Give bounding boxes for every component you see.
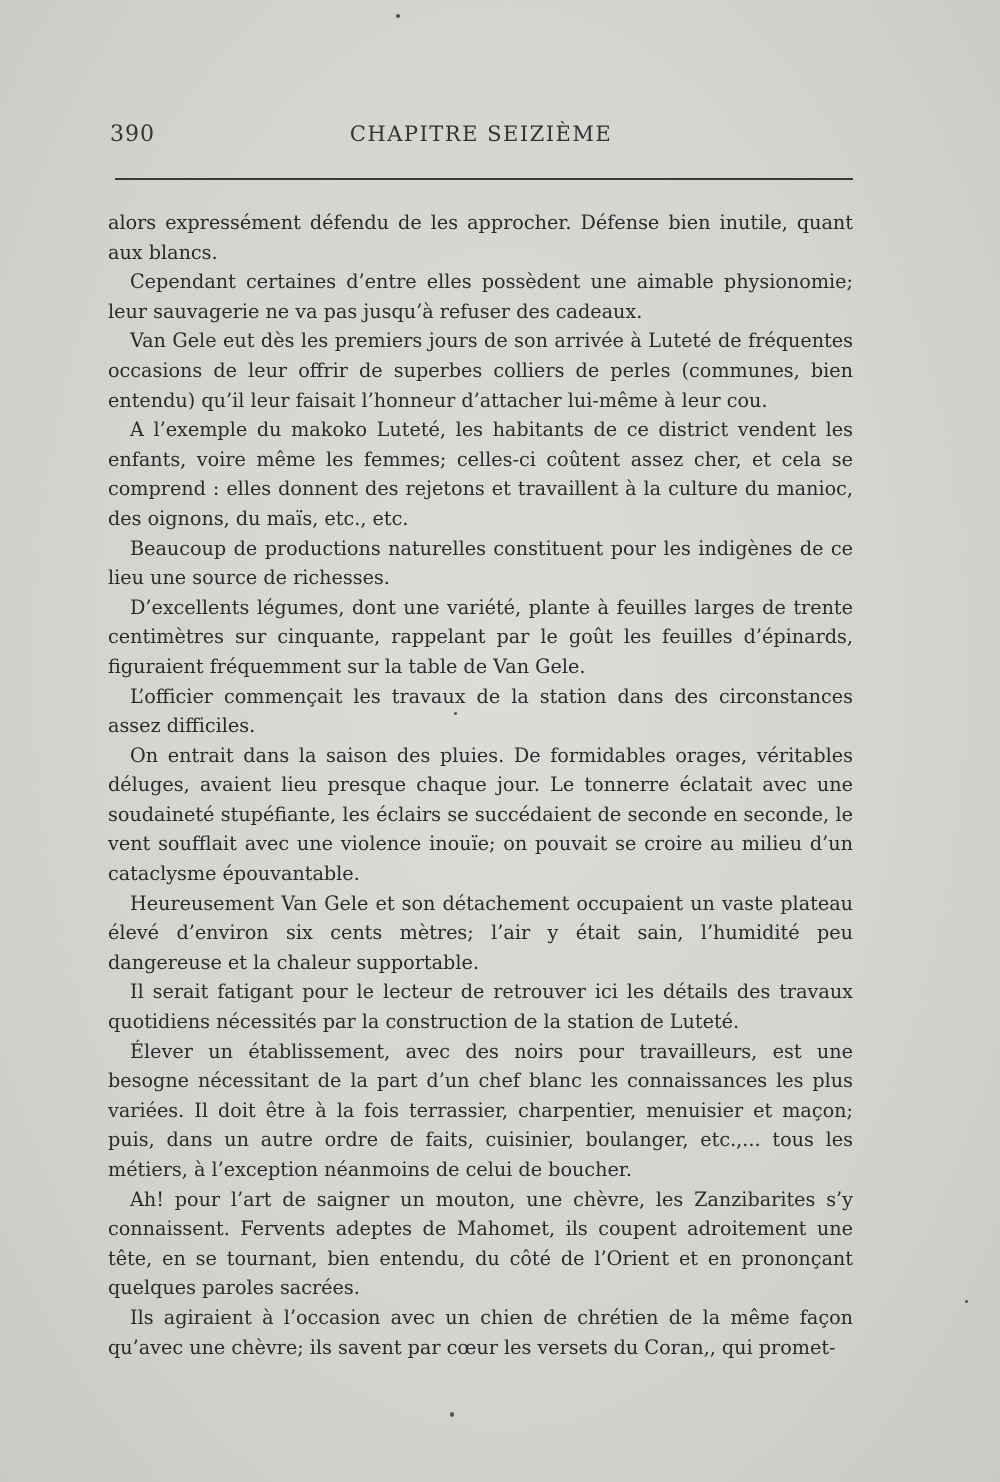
paper-speck: [965, 1300, 968, 1303]
paper-speck: [396, 14, 400, 18]
header-rule: [115, 178, 853, 180]
page-header: [110, 118, 852, 158]
paragraph: Heureusement Van Gele et son détachement occupaient un vaste plateau élevé d’environ six cents mètres; l’air y était sain, l’humidité peu dangereuse et la chaleur supportable.: [108, 891, 853, 974]
paragraph: Élever un établissement, avec des noirs pour travailleurs, est une besogne nécessitant de la part d’un chef blanc les connaissances les plus variées. Il doit être à la fois terrassier, charpentier, menuisier et maçon; puis, dans un autre ordre de faits, cuisinier, boulanger, etc.,... tous les métiers, à l’exception néanmoins de celui de boucher.: [108, 1039, 853, 1181]
paragraph: L’officier commençait les travaux de la station dans des circonstances assez difficiles.: [108, 684, 853, 738]
body-text: [108, 208, 853, 1362]
paragraph: Ah! pour l’art de saigner un mouton, une chèvre, les Zanzibarites s’y connaissent. Fervents adeptes de Mahomet, ils coupent adroitement une tête, en se tournant, bien entendu, du côté de l’Orient et en prononçant quelques paroles sacrées.: [108, 1187, 853, 1300]
paragraph: alors expressément défendu de les approcher. Défense bien inutile, quant aux blancs.: [108, 211, 853, 264]
paragraph: Ils agiraient à l’occasion avec un chien de chrétien de la même façon qu’avec une chèvre; ils savent par cœur les versets du Coran,, qui promet-: [108, 1305, 853, 1359]
paragraph: A l’exemple du makoko Luteté, les habitants de ce district vendent les enfants, voire même les femmes; celles-ci coûtent assez cher, et cela se comprend : elles donnent des rejetons et travaillent à la culture du manioc, des oignons, du maïs, etc., etc.: [108, 418, 853, 530]
paragraph: Van Gele eut dès les premiers jours de son arrivée à Luteté de fréquentes occasions de leur offrir de superbes colliers de perles (communes, bien entendu) qu’il leur faisait l’honneur d’attacher lui-même à leur cou.: [108, 329, 853, 412]
page-number: 390: [110, 122, 155, 147]
paragraph: Il serait fatigant pour le lecteur de retrouver ici les détails des travaux quotidiens nécessités par la construction de la station de Luteté.: [108, 980, 853, 1034]
paper-speck: [454, 712, 457, 715]
paragraph: Beaucoup de productions naturelles constituent pour les indigènes de ce lieu une source de richesses.: [108, 536, 853, 590]
paragraph: D’excellents légumes, dont une variété, plante à feuilles larges de trente centimètres sur cinquante, rappelant par le goût les feuilles d’épinards, figuraient fréquemment sur la table de Van Gele.: [108, 595, 853, 678]
paragraph: Cependant certaines d’entre elles possèdent une aimable physionomie; leur sauvagerie ne va pas jusqu’à refuser des cadeaux.: [108, 270, 853, 323]
paper-speck: [450, 1412, 454, 1417]
paragraph: On entrait dans la saison des pluies. De formidables orages, véritables déluges, avaient lieu presque chaque jour. Le tonnerre éclatait avec une soudaineté stupéfiante, les éclairs se succédaient de seconde en seconde, le vent soufflait avec une violence inouïe; on pouvait se croire au milieu d’un cataclysme épouvantable.: [108, 743, 853, 886]
running-head: CHAPITRE SEIZIÈME: [349, 122, 613, 146]
